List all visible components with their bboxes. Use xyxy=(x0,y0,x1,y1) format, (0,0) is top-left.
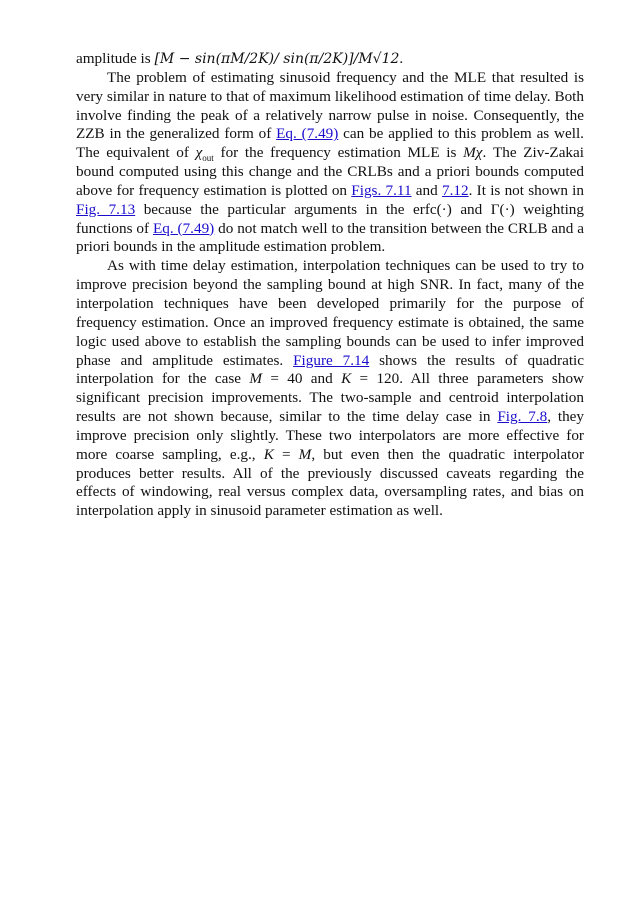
text: do not match well to the transition between the CRLB and a priori bounds in the amplitude estimation problem. xyxy=(76,219,584,256)
k-symbol: K xyxy=(341,370,352,388)
text: = 40 and xyxy=(262,370,342,388)
link-figure-7-14[interactable]: Figure 7.14 xyxy=(293,351,370,369)
paragraph-frequency-estimation xyxy=(76,69,584,257)
m-chi-symbol: Mχ xyxy=(463,144,483,162)
link-fig-7-8[interactable]: Fig. 7.8 xyxy=(497,408,548,426)
link-fig-7-12[interactable]: 7.12 xyxy=(442,181,469,199)
text: , but even then the quadratic interpolator produces better results. All of the previously discussed caveats regarding the effects of windowing, real versus complex data, oversampling rates, and bias on interpolation apply in sinusoid parameter estimation as well. xyxy=(76,445,584,520)
text: can be applied to this problem as well. The equivalent of xyxy=(76,125,584,162)
text: for the frequency estimation MLE is xyxy=(213,144,464,162)
chi-subscript: out xyxy=(202,153,214,164)
link-figs-7-11[interactable]: Figs. 7.11 xyxy=(351,181,412,199)
text: As with time delay estimation, interpolation techniques can be used to try to improve precision beyond the sampling bound at high SNR. In fact, many of the interpolation techniques have been developed primarily for the purpose of frequency estimation. Once an improved frequency estimate is obtained, the same logic used above to establish the sampling bounds can be used to infer improved phase and amplitude estimates. xyxy=(76,257,584,369)
link-eq-7-49[interactable]: Eq. (7.49) xyxy=(276,125,339,143)
paragraph-interpolation xyxy=(76,257,584,521)
text: shows the results of quadratic interpolation for the case xyxy=(76,351,584,388)
text: because the particular arguments in the erfc(·) and Γ(·) weighting functions of xyxy=(76,200,584,237)
paragraph-amplitude-formula xyxy=(76,50,584,69)
text: . The Ziv-Zakai bound computed using this change and the CRLBs and a priori bounds computed above for frequency estimation is plotted on xyxy=(76,144,584,199)
amplitude-formula: [M − sin(πM/2K)/ sin(π/2K)]/M√12 xyxy=(154,51,400,67)
text: The problem of estimating sinusoid frequency and the MLE that resulted is very similar in nature to that of maximum likelihood estimation of time delay. Both involve finding the peak of a relatively narrow pulse in noise. Consequently, the ZZB in the generalized form of xyxy=(76,68,584,143)
document-page xyxy=(76,50,584,521)
text: = xyxy=(273,445,299,463)
m-symbol: M xyxy=(249,370,263,388)
text: amplitude is xyxy=(76,50,155,67)
text: . It is not shown in xyxy=(468,181,584,199)
text: and xyxy=(411,181,443,199)
text: . xyxy=(399,50,404,67)
text: , they improve precision only slightly. These two interpolators are more effective for more coarse sampling, e.g., xyxy=(76,408,585,463)
m-symbol: M xyxy=(298,445,312,463)
chi-symbol: χ xyxy=(195,144,203,162)
k-symbol: K xyxy=(263,445,274,463)
link-fig-7-13[interactable]: Fig. 7.13 xyxy=(76,200,136,218)
text: = 120. All three parameters show significant precision improvements. The two-sample and centroid interpolation results are not shown because, similar to the time delay case in xyxy=(76,370,585,426)
link-eq-7-49[interactable]: Eq. (7.49) xyxy=(152,219,215,237)
